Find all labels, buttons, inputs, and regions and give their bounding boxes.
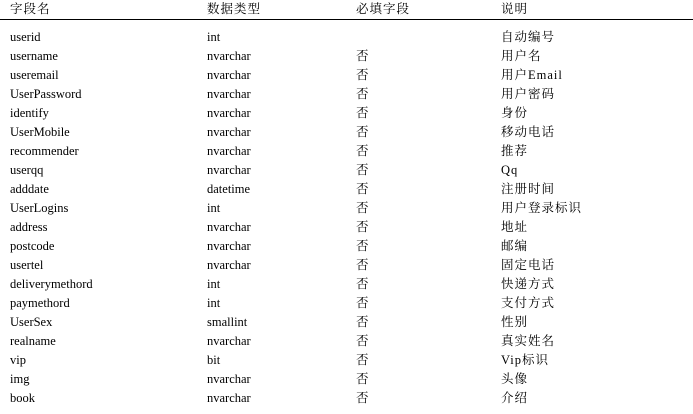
cell-field-name: realname bbox=[10, 334, 56, 348]
cell-field-name: vip bbox=[10, 353, 26, 367]
cell-description: 邮编 bbox=[501, 239, 529, 253]
cell-required: 否 bbox=[356, 144, 370, 158]
table-row bbox=[0, 389, 693, 408]
cell-data-type: bit bbox=[207, 353, 221, 367]
cell-required: 否 bbox=[356, 277, 370, 291]
cell-required: 否 bbox=[356, 315, 370, 329]
cell-data-type: nvarchar bbox=[207, 87, 251, 101]
table-row bbox=[0, 237, 693, 256]
cell-data-type: nvarchar bbox=[207, 391, 251, 405]
cell-required: 否 bbox=[356, 296, 370, 310]
cell-field-name: UserSex bbox=[10, 315, 53, 329]
cell-data-type: int bbox=[207, 201, 221, 215]
table-row bbox=[0, 123, 693, 142]
cell-data-type: nvarchar bbox=[207, 68, 251, 82]
cell-required: 否 bbox=[356, 182, 370, 196]
cell-description: 自动编号 bbox=[501, 30, 556, 44]
cell-description: 介绍 bbox=[501, 391, 529, 405]
table-row bbox=[0, 199, 693, 218]
cell-description: 用户密码 bbox=[501, 87, 556, 101]
cell-field-name: paymethord bbox=[10, 296, 70, 310]
cell-field-name: postcode bbox=[10, 239, 55, 253]
cell-data-type: int bbox=[207, 30, 221, 44]
cell-field-name: address bbox=[10, 220, 48, 234]
cell-description: 性别 bbox=[501, 315, 529, 329]
cell-field-name: identify bbox=[10, 106, 49, 120]
cell-description: 头像 bbox=[501, 372, 529, 386]
table-row bbox=[0, 294, 693, 313]
cell-description: 用户Email bbox=[501, 68, 563, 82]
cell-description: Qq bbox=[501, 163, 519, 177]
cell-data-type: nvarchar bbox=[207, 220, 251, 234]
cell-field-name: img bbox=[10, 372, 30, 386]
cell-required: 否 bbox=[356, 239, 370, 253]
cell-data-type: smallint bbox=[207, 315, 248, 329]
cell-required: 否 bbox=[356, 353, 370, 367]
table-row bbox=[0, 104, 693, 123]
header-field-name: 字段名 bbox=[10, 2, 51, 16]
cell-description: 注册时间 bbox=[501, 182, 556, 196]
header-description: 说明 bbox=[501, 2, 529, 16]
table-row bbox=[0, 85, 693, 104]
table-row bbox=[0, 66, 693, 85]
table-header-row bbox=[0, 0, 693, 20]
cell-data-type: nvarchar bbox=[207, 163, 251, 177]
cell-field-name: UserMobile bbox=[10, 125, 70, 139]
cell-data-type: int bbox=[207, 277, 221, 291]
cell-data-type: int bbox=[207, 296, 221, 310]
cell-data-type: nvarchar bbox=[207, 106, 251, 120]
cell-data-type: nvarchar bbox=[207, 334, 251, 348]
table-row bbox=[0, 218, 693, 237]
cell-required: 否 bbox=[356, 49, 370, 63]
table-row bbox=[0, 370, 693, 389]
cell-description: 地址 bbox=[501, 220, 529, 234]
cell-description: 固定电话 bbox=[501, 258, 556, 272]
cell-data-type: nvarchar bbox=[207, 125, 251, 139]
table-row bbox=[0, 47, 693, 66]
header-data-type: 数据类型 bbox=[207, 2, 262, 16]
table-row bbox=[0, 28, 693, 47]
cell-required: 否 bbox=[356, 68, 370, 82]
table-row bbox=[0, 313, 693, 332]
cell-description: Vip标识 bbox=[501, 353, 549, 367]
cell-required: 否 bbox=[356, 391, 370, 405]
table-row bbox=[0, 256, 693, 275]
cell-data-type: nvarchar bbox=[207, 144, 251, 158]
cell-field-name: adddate bbox=[10, 182, 49, 196]
cell-field-name: useremail bbox=[10, 68, 59, 82]
table-row bbox=[0, 142, 693, 161]
cell-field-name: usertel bbox=[10, 258, 44, 272]
header-required: 必填字段 bbox=[356, 2, 411, 16]
table-row bbox=[0, 161, 693, 180]
cell-field-name: UserPassword bbox=[10, 87, 82, 101]
cell-data-type: nvarchar bbox=[207, 239, 251, 253]
table-row bbox=[0, 332, 693, 351]
cell-field-name: username bbox=[10, 49, 58, 63]
cell-data-type: nvarchar bbox=[207, 258, 251, 272]
cell-description: 推荐 bbox=[501, 144, 529, 158]
cell-required: 否 bbox=[356, 334, 370, 348]
cell-required: 否 bbox=[356, 125, 370, 139]
cell-field-name: book bbox=[10, 391, 35, 405]
cell-required: 否 bbox=[356, 372, 370, 386]
cell-description: 移动电话 bbox=[501, 125, 556, 139]
cell-data-type: datetime bbox=[207, 182, 251, 196]
cell-data-type: nvarchar bbox=[207, 372, 251, 386]
cell-field-name: recommender bbox=[10, 144, 79, 158]
cell-required: 否 bbox=[356, 220, 370, 234]
cell-required: 否 bbox=[356, 106, 370, 120]
table-row bbox=[0, 180, 693, 199]
cell-required: 否 bbox=[356, 87, 370, 101]
cell-field-name: userqq bbox=[10, 163, 44, 177]
cell-required: 否 bbox=[356, 258, 370, 272]
cell-description: 真实姓名 bbox=[501, 334, 556, 348]
cell-required: 否 bbox=[356, 201, 370, 215]
cell-required: 否 bbox=[356, 163, 370, 177]
cell-field-name: userid bbox=[10, 30, 41, 44]
cell-description: 快递方式 bbox=[501, 277, 556, 291]
cell-description: 身份 bbox=[501, 106, 529, 120]
table-row bbox=[0, 275, 693, 294]
cell-field-name: deliverymethord bbox=[10, 277, 93, 291]
table-row bbox=[0, 351, 693, 370]
cell-description: 用户名 bbox=[501, 49, 542, 63]
cell-description: 支付方式 bbox=[501, 296, 556, 310]
table-body bbox=[0, 28, 693, 408]
cell-field-name: UserLogins bbox=[10, 201, 69, 215]
cell-description: 用户登录标识 bbox=[501, 201, 583, 215]
cell-data-type: nvarchar bbox=[207, 49, 251, 63]
